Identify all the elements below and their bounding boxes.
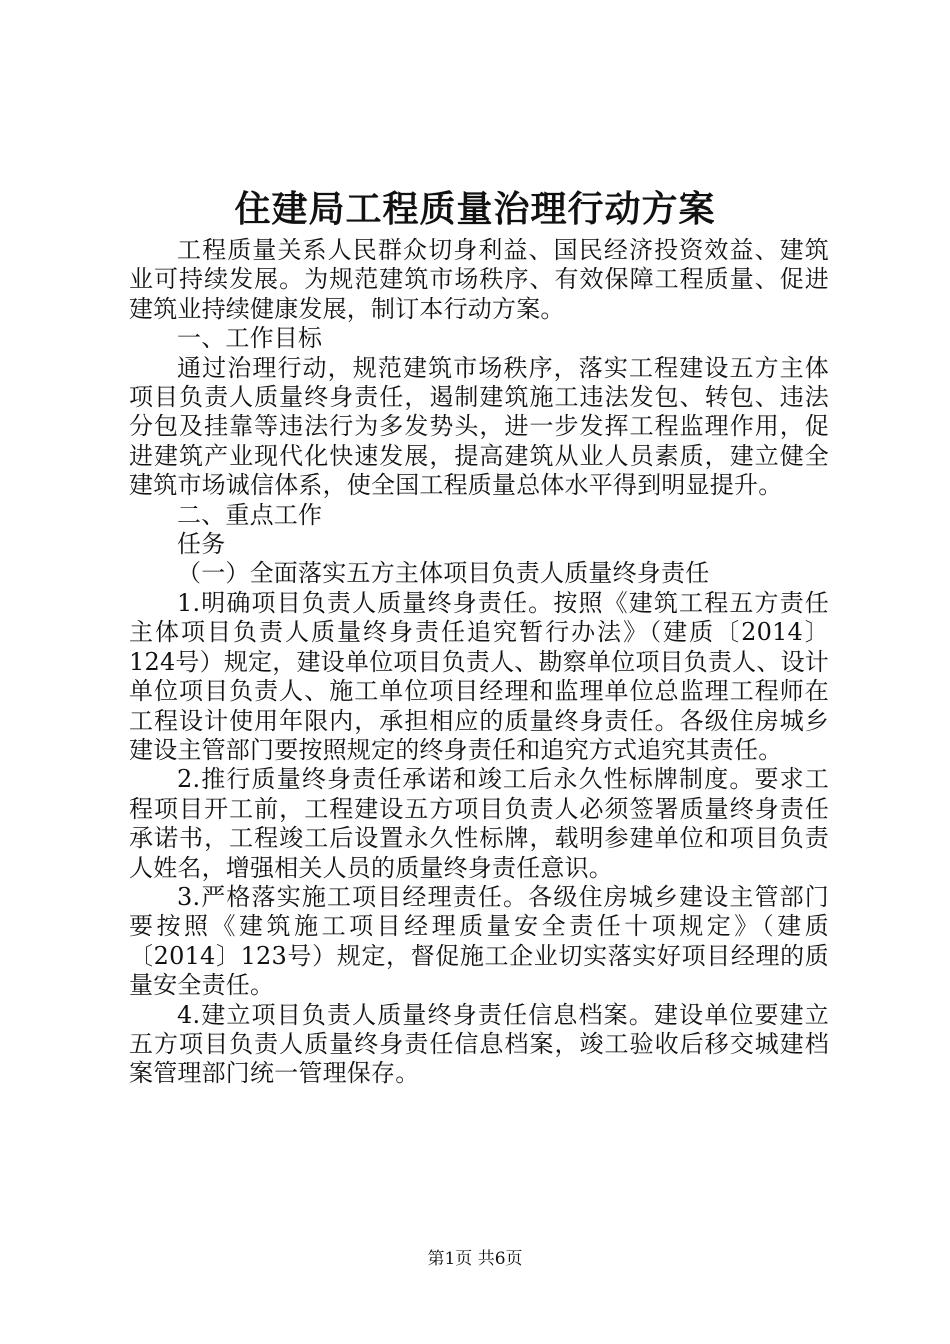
paragraph-goals: 通过治理行动，规范建筑市场秩序，落实工程建设五方主体项目负责人质量终身责任，遏制建筑施工违法发包、转包、违法分包及挂靠等违法行为多发势头，进一步发挥工程监理作用，促进建筑产业现代化快速发展，提高建筑从业人员素质，建立健全建筑市场诚信体系，使全国工程质量总体水平得到明显提升。: [129, 353, 829, 500]
paragraph-intro: 工程质量关系人民群众切身利益、国民经济投资效益、建筑业可持续发展。为规范建筑市场秩序、有效保障工程质量、促进建筑业持续健康发展，制订本行动方案。: [129, 236, 829, 323]
document-body: [129, 236, 829, 1089]
section-heading-goals: 一、工作目标: [177, 324, 323, 353]
page-footer: 第1页 共6页: [427, 1249, 523, 1269]
section-heading-key-work: 二、重点工作: [177, 500, 323, 529]
document-title: 住建局工程质量治理行动方案: [234, 188, 716, 230]
paragraph-item-4: 4.建立项目负责人质量终身责任信息档案。建设单位要建立五方项目负责人质量终身责任信息档案，竣工验收后移交城建档案管理部门统一管理保存。: [129, 1000, 829, 1088]
paragraph-item-1: 1.明确项目负责人质量终身责任。按照《建筑工程五方责任主体项目负责人质量终身责任追究暂行办法》（建质〔2014〕124号）规定，建设单位项目负责人、勘察单位项目负责人、设计单位项目负责人、施工单位项目经理和监理单位总监理工程师在工程设计使用年限内，承担相应的质量终身责任。各级住房城乡建设主管部门要按照规定的终身责任和追究方式追究其责任。: [129, 588, 829, 764]
paragraph-item-3: 3.严格落实施工项目经理责任。各级住房城乡建设主管部门要按照《建筑施工项目经理质量安全责任十项规定》（建质〔2014〕123号）规定，督促施工企业切实落实好项目经理的质量安全责任。: [129, 882, 829, 1000]
paragraph-tasks-label: 任务: [177, 530, 226, 559]
paragraph-item-2: 2.推行质量终身责任承诺和竣工后永久性标牌制度。要求工程项目开工前，工程建设五方项目负责人必须签署质量终身责任承诺书，工程竣工后设置永久性标牌，载明参建单位和项目负责人姓名，增强相关人员的质量终身责任意识。: [129, 765, 829, 882]
subsection-heading-1: （一）全面落实五方主体项目负责人质量终身责任: [177, 559, 710, 588]
